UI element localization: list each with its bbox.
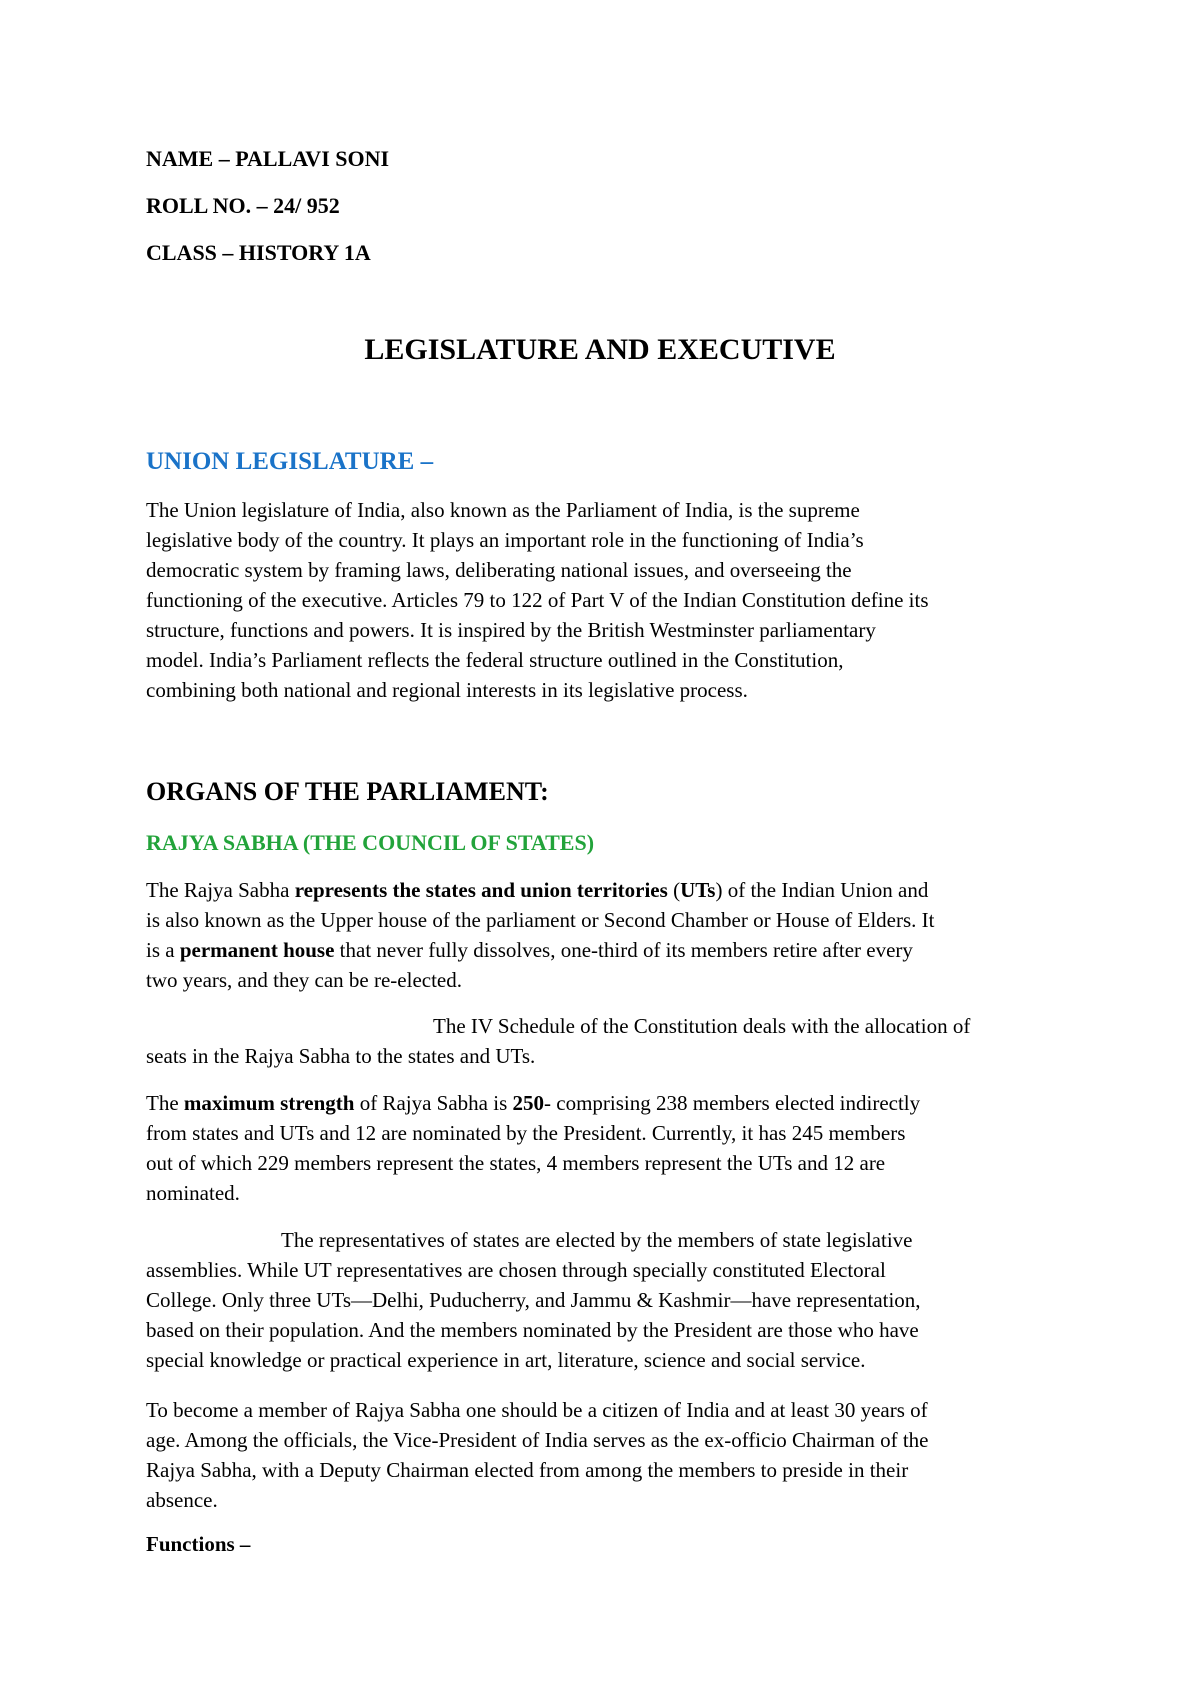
text-line: Rajya Sabha, with a Deputy Chairman elected from among the members to preside in their — [146, 1458, 909, 1482]
union-legislature-heading: UNION LEGISLATURE – — [146, 448, 434, 475]
text-line: To become a member of Rajya Sabha one should be a citizen of India and at least 30 years of — [146, 1398, 928, 1422]
text-line: structure, functions and powers. It is inspired by the British Westminster parliamentary — [146, 618, 876, 642]
roll-number: ROLL NO. – 24/ 952 — [146, 193, 340, 218]
document-title: LEGISLATURE AND EXECUTIVE — [364, 333, 836, 366]
functions-heading: Functions – — [146, 1532, 251, 1556]
text-line: combining both national and regional interests in its legislative process. — [146, 678, 748, 702]
text-line: two years, and they can be re-elected. — [146, 968, 463, 992]
bold-phrase: permanent house — [179, 938, 335, 962]
text-line: The maximum strength of Rajya Sabha is 250- comprising 238 members elected indirectly — [146, 1091, 921, 1115]
text-line: The IV Schedule of the Constitution deals with the allocation of — [433, 1014, 971, 1038]
text-line: The Union legislature of India, also known as the Parliament of India, is the supreme — [146, 498, 860, 522]
organs-heading: ORGANS OF THE PARLIAMENT: — [146, 777, 549, 806]
bold-phrase: UTs — [680, 878, 716, 902]
schedule-paragraph — [146, 1011, 970, 1071]
strength-paragraph — [146, 1088, 920, 1208]
bold-phrase: maximum strength — [183, 1091, 355, 1115]
text-line: is also known as the Upper house of the parliament or Second Chamber or House of Elders. It — [146, 908, 935, 932]
text-line: special knowledge or practical experience in art, literature, science and social service. — [146, 1348, 866, 1372]
membership-paragraph — [146, 1395, 929, 1515]
text-line: College. Only three UTs—Delhi, Puducherry, and Jammu & Kashmir—have representation, — [146, 1288, 921, 1312]
text-line: functioning of the executive. Articles 79 to 122 of Part V of the Indian Constitution define its — [146, 588, 929, 612]
class-info: CLASS – HISTORY 1A — [146, 240, 371, 265]
text-line: The Rajya Sabha represents the states and union territories (UTs) of the Indian Union and — [146, 878, 929, 902]
text-line: legislative body of the country. It plays an important role in the functioning of India’s — [146, 528, 864, 552]
student-name: NAME – PALLAVI SONI — [146, 146, 390, 171]
text-line: model. India’s Parliament reflects the federal structure outlined in the Constitution, — [146, 648, 844, 672]
text-line: based on their population. And the members nominated by the President are those who have — [146, 1318, 919, 1342]
text-line: from states and UTs and 12 are nominated by the President. Currently, it has 245 members — [146, 1121, 906, 1145]
rajya-sabha-heading: RAJYA SABHA (THE COUNCIL OF STATES) — [146, 830, 595, 855]
text-line: age. Among the officials, the Vice-President of India serves as the ex-officio Chairman of the — [146, 1428, 929, 1452]
text-line: nominated. — [146, 1181, 240, 1205]
representatives-paragraph — [146, 1225, 921, 1375]
text-line: The representatives of states are elected by the members of state legislative — [281, 1228, 913, 1252]
text-line: democratic system by framing laws, deliberating national issues, and overseeing the — [146, 558, 852, 582]
text-line: assemblies. While UT representatives are chosen through specially constituted Electoral — [146, 1258, 886, 1282]
bold-phrase: represents the states and union territories — [294, 878, 668, 902]
text-line: is a permanent house that never fully dissolves, one-third of its members retire after every — [146, 938, 913, 962]
union-legislature-paragraph — [146, 495, 929, 705]
text-line: out of which 229 members represent the states, 4 members represent the UTs and 12 are — [146, 1151, 886, 1175]
bold-phrase: 250 — [512, 1091, 544, 1115]
rajya-sabha-intro-paragraph — [146, 875, 934, 995]
text-line: absence. — [146, 1488, 218, 1512]
text-line: seats in the Rajya Sabha to the states and UTs. — [146, 1044, 536, 1068]
